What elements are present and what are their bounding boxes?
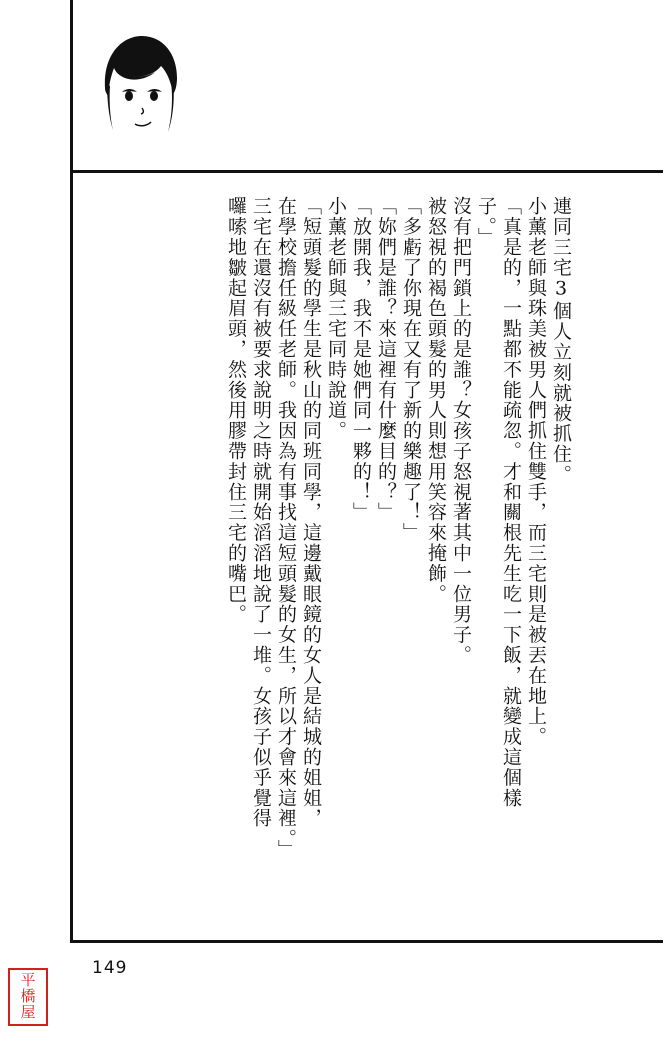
text-column: 囉嗦地皺起眉頭，然後用膠帶封住三宅的嘴巴。 [225, 196, 247, 625]
text-column: 「短頭髮的學生是秋山的同班同學，這邊戴眼鏡的女人是結城的姐姐， [300, 196, 322, 829]
stamp-char-3: 屋 [20, 1002, 36, 1021]
text-column: 「妳們是誰？來這裡有什麼目的？」 [375, 196, 397, 523]
text-column: 在學校擔任級任老師。我因為有事找這短頭髮的女生，所以才會來這裡。」 [275, 196, 297, 860]
text-column: 被怒視的褐色頭髮的男人則想用笑容來掩飾。 [425, 196, 447, 604]
text-column: 「多虧了你現在又有了新的樂趣了！」 [400, 196, 422, 543]
stamp-char-2: 橋 [20, 987, 36, 1006]
text-column: 沒有把門鎖上的是誰？女孩子怒視著其中一位男子。 [450, 196, 472, 666]
footer-divider [70, 940, 663, 943]
text-column: 三宅在還沒有被要求說明之時就開始滔滔地說了一堆。女孩子似乎覺得 [250, 196, 272, 829]
text-column: 「真是的，一點都不能疏忽。才和關根先生吃一下飯，就變成這個樣 [500, 196, 522, 808]
text-column: 子。」 [475, 196, 497, 248]
page-number: 149 [92, 958, 128, 978]
body-text-vertical [92, 196, 570, 926]
stamp-char-1: 平 [20, 971, 36, 990]
text-column: 連同三宅3個人立刻就被抓住。 [550, 196, 572, 485]
text-column: 「放開我，我不是她們同一夥的！」 [350, 196, 372, 523]
illustration-panel [73, 8, 663, 173]
text-column: 小薰老師與珠美被男人們抓住雙手，而三宅則是被丟在地上。 [525, 196, 547, 747]
girl-portrait-illustration [97, 34, 183, 152]
publisher-stamp [8, 968, 48, 1026]
text-column: 小薰老師與三宅同時說道。 [325, 196, 347, 441]
